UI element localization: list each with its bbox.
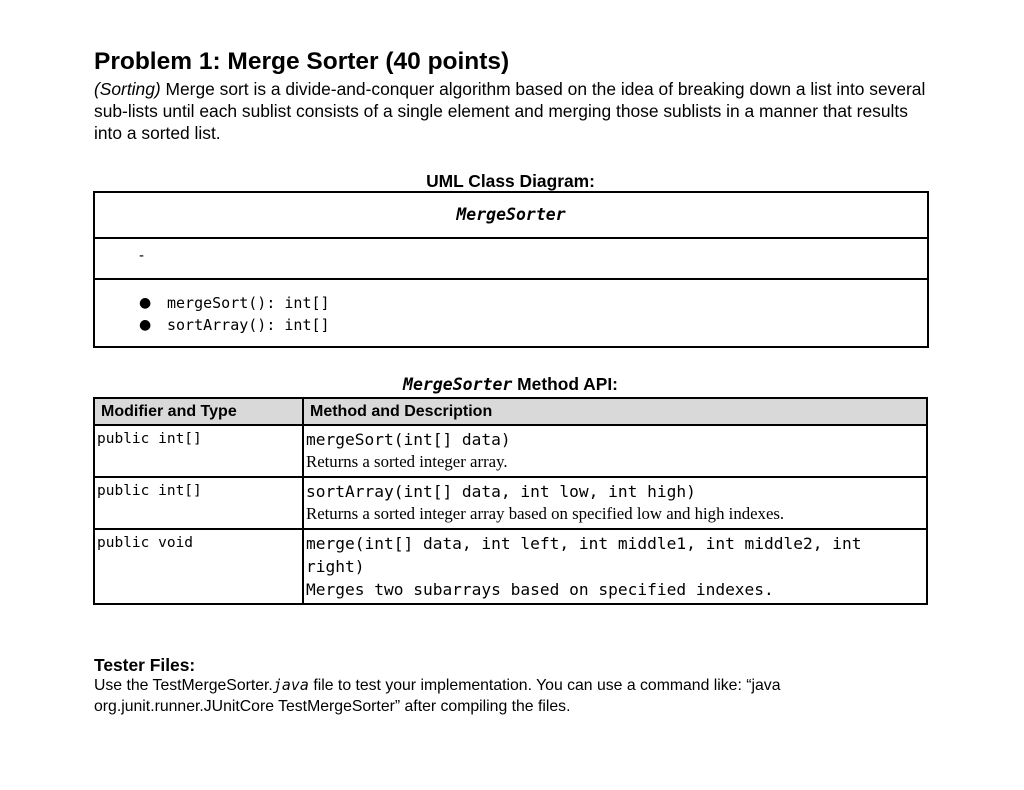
bullet-icon: ● — [139, 317, 152, 333]
file-extension: java — [272, 676, 309, 694]
uml-method-item: ● sortArray(): int[] — [139, 316, 330, 334]
uml-method-item: ● mergeSort(): int[] — [139, 294, 330, 312]
uml-class-name: MergeSorter — [95, 193, 927, 239]
tester-heading: Tester Files: — [94, 655, 196, 675]
table-row — [94, 425, 927, 477]
column-header-method: Method and Description — [303, 398, 927, 425]
modifier-cell: public void — [94, 529, 303, 604]
method-description: Merges two subarrays based on specified indexes. — [306, 580, 774, 599]
table-row — [94, 529, 927, 604]
problem-description-text: Merge sort is a divide-and-conquer algorithm based on the idea of breaking down a list into several sub-lists until each sublist consists of a single element and merging those sublists in a manner that results into a sorted list. — [94, 79, 926, 143]
bullet-icon: ● — [139, 295, 152, 311]
api-heading-suffix: Method API: — [512, 374, 618, 394]
column-header-modifier: Modifier and Type — [94, 398, 303, 425]
modifier-cell: public int[] — [94, 477, 303, 529]
uml-methods — [95, 280, 927, 346]
method-description: Returns a sorted integer array. — [306, 452, 508, 471]
api-heading-class: MergeSorter — [403, 375, 513, 394]
method-signature: sortArray(int[] data, int low, int high) — [306, 482, 696, 501]
method-description: Returns a sorted integer array based on specified low and high indexes. — [306, 504, 785, 523]
uml-fields — [95, 239, 927, 280]
method-signature: mergeSort(int[] data) — [306, 430, 511, 449]
problem-title: Problem 1: Merge Sorter (40 points) — [94, 48, 510, 75]
method-cell — [303, 529, 927, 604]
api-heading — [94, 373, 927, 396]
uml-field-placeholder: - — [139, 247, 144, 264]
tester-instructions: Use the TestMergeSorter.java file to test your implementation. You can use a command like: “java org.junit.runner.JUnitCore TestMergeSorter” after compiling the files. — [94, 676, 781, 715]
method-signature: merge(int[] data, int left, int middle1, int middle2, int right) — [306, 534, 862, 576]
method-api-table — [93, 397, 928, 605]
problem-description — [94, 78, 934, 144]
modifier-cell: public int[] — [94, 425, 303, 477]
method-cell — [303, 425, 927, 477]
uml-class-diagram — [93, 191, 929, 348]
uml-heading: UML Class Diagram: — [426, 171, 595, 191]
problem-topic: (Sorting) — [94, 79, 161, 99]
method-cell — [303, 477, 927, 529]
table-row — [94, 477, 927, 529]
table-header-row — [94, 398, 927, 425]
